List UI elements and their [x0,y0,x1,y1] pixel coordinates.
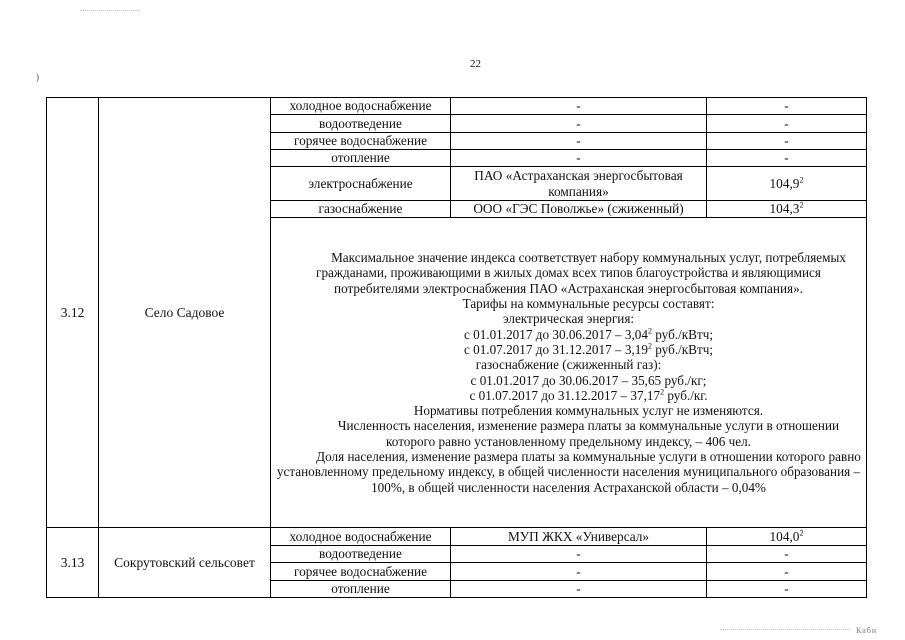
service-name: электроснабжение [271,167,451,201]
provider-name: - [451,581,707,598]
row-number: 3.13 [47,528,99,598]
provider-name: - [451,563,707,581]
service-name: холодное водоснабжение [271,528,451,546]
index-footnote: 2 [799,175,804,185]
provider-name: - [451,98,707,115]
row-number: 3.12 [47,98,99,528]
margin-mark: ) [36,72,39,82]
description-paragraph: Численность населения, изменение размера платы за коммунальные услуги в отношении которого равно установленному предельному индексу, – 406 чел. [337,418,840,449]
index-number: 104,0 [769,528,800,544]
description-paragraph: Доля населения, изменение размера платы за коммунальные услуги в отношении которого равно установленному предельному индексу, в общей численности населения муниципального образования – 100%, в общей численности населения Астраханской области – 0,04% [276,448,861,495]
tariff-line [273,388,864,403]
provider-name: - [451,150,707,167]
description-paragraph: электрическая энергия: [502,311,635,327]
service-name: отопление [271,581,451,598]
index-value: - [707,581,867,598]
service-name: холодное водоснабжение [271,98,451,115]
tariff-line [273,342,864,357]
index-value [707,201,867,218]
provider-name: - [451,546,707,563]
tariff-footnote: 2 [647,341,652,351]
table-row [47,98,867,115]
tariff-unit: руб./кг. [664,387,708,403]
description-paragraph: газоснабжение (сжиженный газ): [475,357,662,373]
provider-name: ООО «ГЭС Поволжье» (сжиженный) [451,201,707,218]
tariff-line [273,327,864,342]
description-paragraph: Нормативы потребления коммунальных услуг не изменяются. [413,403,764,419]
provider-name: - [451,115,707,133]
index-value [707,528,867,546]
index-footnote: 2 [799,200,804,210]
page-number: 22 [470,58,481,70]
tariff-line-text: с 01.01.2017 до 30.06.2017 – 3,04 [463,326,648,342]
index-value [707,167,867,201]
provider-name: - [451,133,707,150]
index-value: - [707,563,867,581]
tariff-footnote: 2 [660,387,665,397]
scan-artifact-top [80,10,140,12]
tariff-description [271,218,867,528]
description-paragraph: Максимальное значение индекса соответствует набору коммунальных услуг, потребляемых гражданами, проживающими в жилых домах всех типов благоустройства и являющимися потребителями электроснабжения ПАО «Астраханская энергосбытовая компания». [316,250,846,296]
index-value: - [707,98,867,115]
table-row [47,528,867,546]
index-number: 104,3 [769,201,800,217]
index-value: - [707,133,867,150]
tariff-unit: руб./кВтч; [651,341,714,357]
scan-stamp: Каби [856,626,878,635]
tariff-line: с 01.01.2017 до 30.06.2017 – 35,65 руб./кг; [470,372,707,388]
description-paragraph: Тарифы на коммунальные ресурсы составят: [462,296,715,312]
provider-name: ПАО «Астраханская энергосбытовая компания» [451,167,707,201]
index-value: - [707,150,867,167]
tariff-unit: руб./кВтч; [651,326,714,342]
service-name: водоотведение [271,546,451,563]
index-value: - [707,546,867,563]
service-name: горячее водоснабжение [271,563,451,581]
tariff-footnote: 2 [647,326,652,336]
provider-name: МУП ЖКХ «Универсал» [451,528,707,546]
service-name: газоснабжение [271,201,451,218]
service-name: горячее водоснабжение [271,133,451,150]
tariff-table [46,97,867,598]
settlement-name: Сокрутовский сельсовет [99,528,271,598]
index-value: - [707,115,867,133]
service-name: водоотведение [271,115,451,133]
index-number: 104,9 [769,175,800,191]
tariff-line-text: с 01.07.2017 до 31.12.2017 – 37,17 [469,387,661,403]
tariff-line-text: с 01.07.2017 до 31.12.2017 – 3,19 [463,341,648,357]
settlement-name: Село Садовое [99,98,271,528]
service-name: отопление [271,150,451,167]
scan-artifact-bottom [720,629,850,631]
index-footnote: 2 [799,528,804,538]
